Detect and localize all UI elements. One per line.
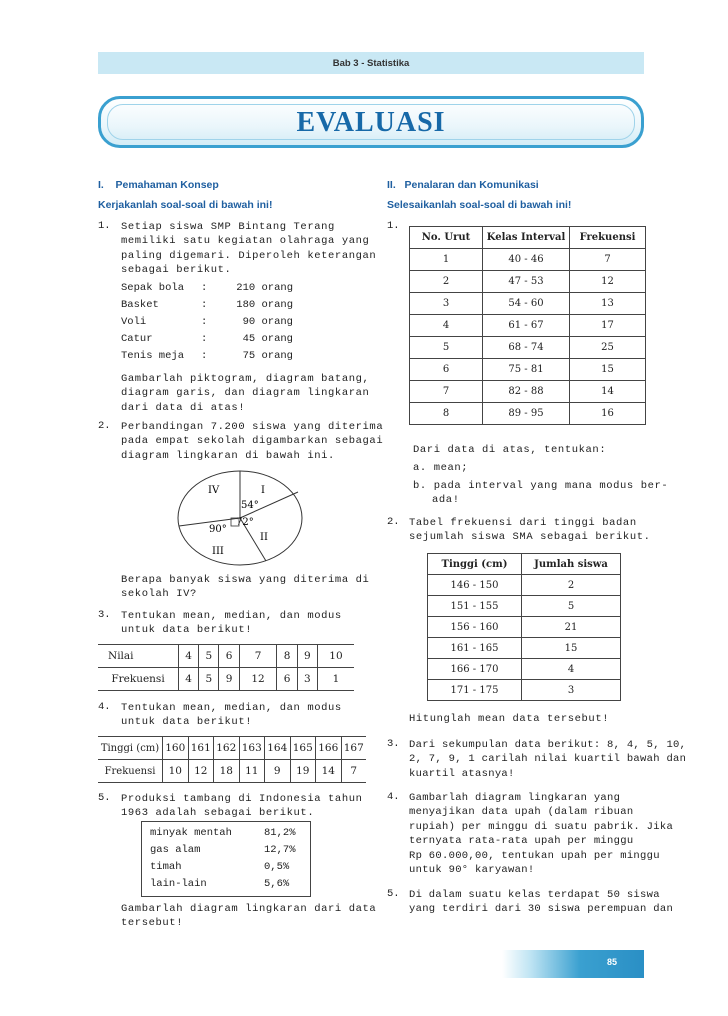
text-line: untuk data berikut! <box>121 716 253 729</box>
left-q4-text <box>121 701 342 730</box>
item-value: 5,6% <box>264 878 290 890</box>
table-cell: 167 <box>341 737 366 760</box>
list-item <box>121 316 293 328</box>
table-row <box>428 638 621 659</box>
interval-frequency-table <box>409 226 646 425</box>
item-name: Catur <box>121 333 153 345</box>
table-cell: 14 <box>316 760 342 783</box>
chapter-title: Bab 3 - Statistika <box>332 57 410 69</box>
right-q3-text <box>409 738 686 781</box>
table-header: Kelas Interval <box>483 227 570 249</box>
item-sep: : <box>201 333 208 345</box>
item-name: minyak mentah <box>150 827 232 839</box>
text-line: b. pada interval yang mana modus ber- <box>413 480 669 492</box>
table-cell: 166 - 170 <box>428 659 522 680</box>
text-line: diagram garis, dan diagram lingkaran <box>121 387 370 400</box>
table-cell: 146 - 150 <box>428 575 522 596</box>
chapter-header <box>98 52 644 74</box>
pie-angle-72: 72° <box>236 517 254 528</box>
table-cell: 14 <box>570 381 646 403</box>
pie-angle-90: 90° <box>209 524 227 535</box>
table-cell: 161 - 165 <box>428 638 522 659</box>
text-line: sekolah IV? <box>121 588 197 601</box>
left-section-title: I. Pemahaman Konsep <box>98 179 219 191</box>
table-row <box>428 659 621 680</box>
table-row <box>410 249 646 271</box>
list-item <box>150 859 310 876</box>
table-cell: 25 <box>570 337 646 359</box>
text-line: Berapa banyak siswa yang diterima di <box>121 574 370 586</box>
table-cell: 68 - 74 <box>483 337 570 359</box>
table-header: Tinggi (cm) <box>428 554 522 575</box>
table-cell: 9 <box>297 645 317 668</box>
table-row <box>410 403 646 425</box>
right-q2-after: Hitunglah mean data tersebut! <box>409 713 610 725</box>
item-name: lain-lain <box>150 878 207 890</box>
table-row <box>98 737 366 760</box>
text-line: dari data di atas! <box>121 401 246 414</box>
left-q3-number: 3. <box>98 609 111 621</box>
left-q5-number: 5. <box>98 792 111 804</box>
table-cell: 166 <box>316 737 342 760</box>
left-q2-text <box>121 420 383 463</box>
table-cell: 171 - 175 <box>428 680 522 701</box>
table-cell: 21 <box>522 617 621 638</box>
left-q2-number: 2. <box>98 420 111 432</box>
pie-angle-54: 54° <box>241 500 259 511</box>
table-cell: 2 <box>522 575 621 596</box>
text-line: pada empat sekolah digambarkan sebagai <box>121 435 384 448</box>
text-line: sebagai berikut. <box>121 264 232 277</box>
table-cell: Nilai <box>98 645 179 668</box>
table-cell: Tinggi (cm) <box>98 737 163 760</box>
table-cell: 10 <box>317 645 354 668</box>
pie-label-i: I <box>261 485 265 496</box>
table-row <box>428 554 621 575</box>
table-header: Frekuensi <box>570 227 646 249</box>
text-line: yang terdiri dari 30 siswa perempuan dan <box>409 903 674 916</box>
height-frequency-table <box>98 736 366 783</box>
page-number: 85 <box>606 957 617 967</box>
text-line: rupiah) per minggu di suatu pabrik. Jika <box>409 820 674 833</box>
table-cell: 7 <box>570 249 646 271</box>
right-instruction: Selesaikanlah soal-soal di bawah ini! <box>387 199 572 211</box>
right-q2-number: 2. <box>387 516 400 528</box>
table-cell: Frekuensi <box>98 668 179 691</box>
table-cell: 17 <box>570 315 646 337</box>
list-item <box>121 350 293 362</box>
left-q1-after <box>121 372 369 415</box>
text-line: 1963 adalah sebagai berikut. <box>121 807 315 820</box>
left-q2-after <box>121 573 369 602</box>
table-cell: 12 <box>188 760 214 783</box>
item-name: Voli <box>121 316 147 328</box>
item-value: 210 orang <box>236 282 293 294</box>
table-header: No. Urut <box>410 227 483 249</box>
table-cell: 12 <box>570 271 646 293</box>
table-cell: 9 <box>219 668 239 691</box>
table-row <box>410 337 646 359</box>
text-line: memiliki satu kegiatan olahraga yang <box>121 235 370 248</box>
list-item <box>150 842 310 859</box>
item-value: 45 orang <box>242 333 293 345</box>
text-line: menyajikan data upah (dalam ribuan <box>409 806 634 819</box>
table-cell: 161 <box>188 737 214 760</box>
right-q1-sub-a: a. mean; <box>413 462 469 474</box>
table-cell: 8 <box>277 645 297 668</box>
right-q5-number: 5. <box>387 888 400 900</box>
text-line: Perbandingan 7.200 siswa yang diterima <box>121 421 384 433</box>
table-cell: 4 <box>179 668 199 691</box>
table-cell: 5 <box>522 596 621 617</box>
banner-title: EVALUASI <box>296 107 446 138</box>
text-line: sejumlah siswa SMA sebagai berikut. <box>409 531 651 544</box>
pie-label-ii: II <box>260 532 268 543</box>
item-value: 180 orang <box>236 299 293 311</box>
height-students-table <box>427 553 621 701</box>
right-q5-text <box>409 888 673 917</box>
table-row <box>98 760 366 783</box>
table-cell: 1 <box>317 668 354 691</box>
table-cell: 2 <box>410 271 483 293</box>
item-sep: : <box>201 282 208 294</box>
text-line: untuk data berikut! <box>121 624 253 637</box>
table-cell: 15 <box>522 638 621 659</box>
table-cell: 12 <box>239 668 277 691</box>
table-cell: 3 <box>410 293 483 315</box>
text-line: Di dalam suatu kelas terdapat 50 siswa <box>409 889 660 901</box>
table-cell: 75 - 81 <box>483 359 570 381</box>
text-line: Tabel frekuensi dari tinggi badan <box>409 517 637 529</box>
table-cell: 3 <box>522 680 621 701</box>
value-frequency-table <box>98 644 354 691</box>
table-cell: 18 <box>214 760 240 783</box>
list-item <box>121 333 293 345</box>
table-cell: 4 <box>522 659 621 680</box>
table-cell: 6 <box>219 645 239 668</box>
table-cell: 7 <box>410 381 483 403</box>
right-q1-number: 1. <box>387 220 400 232</box>
item-name: Sepak bola <box>121 282 185 294</box>
table-cell: 162 <box>214 737 240 760</box>
right-section-title: II. Penalaran dan Komunikasi <box>387 179 539 191</box>
list-item <box>150 876 310 893</box>
table-cell: 7 <box>341 760 366 783</box>
text-line: Gambarlah diagram lingkaran dari data <box>121 903 377 915</box>
list-item <box>121 282 293 294</box>
table-cell: 15 <box>570 359 646 381</box>
item-sep: : <box>201 316 208 328</box>
table-cell: 4 <box>179 645 199 668</box>
table-cell: 10 <box>163 760 189 783</box>
table-row <box>428 680 621 701</box>
right-q3-number: 3. <box>387 738 400 750</box>
left-q1-number: 1. <box>98 220 111 232</box>
table-cell: 82 - 88 <box>483 381 570 403</box>
item-sep: : <box>201 299 208 311</box>
left-q1-text <box>121 220 376 278</box>
text-line: Rp 60.000,00, tentukan upah per minggu <box>409 849 660 862</box>
table-row <box>98 645 354 668</box>
text-line: kuartil atasnya! <box>409 767 515 780</box>
table-cell: 9 <box>265 760 291 783</box>
table-cell: 165 <box>290 737 316 760</box>
table-cell: 54 - 60 <box>483 293 570 315</box>
table-cell: 16 <box>570 403 646 425</box>
text-line: Dari sekumpulan data berikut: 8, 4, 5, 10, <box>409 739 687 751</box>
text-line: untuk 90° karyawan! <box>409 864 535 877</box>
right-q4-text <box>409 791 673 877</box>
item-value: 90 orang <box>242 316 293 328</box>
table-cell: 1 <box>410 249 483 271</box>
table-cell: 3 <box>297 668 317 691</box>
production-box <box>141 821 311 897</box>
table-cell: 5 <box>199 668 219 691</box>
text-line: 2, 7, 9, 1 carilah nilai kuartil bawah dan <box>409 753 687 766</box>
table-cell: 4 <box>410 315 483 337</box>
right-q1-sub-b <box>413 479 668 508</box>
table-row <box>410 359 646 381</box>
pie-label-iii: III <box>212 546 224 557</box>
table-cell: 5 <box>410 337 483 359</box>
text-line: Tentukan mean, median, dan modus <box>121 610 342 622</box>
pie-diagram <box>170 468 320 568</box>
table-cell: 163 <box>239 737 265 760</box>
table-cell: Frekuensi <box>98 760 163 783</box>
table-cell: 156 - 160 <box>428 617 522 638</box>
text-line: ada! <box>432 494 460 507</box>
item-value: 0,5% <box>264 861 290 873</box>
left-instruction: Kerjakanlah soal-soal di bawah ini! <box>98 199 273 211</box>
text-line: tersebut! <box>121 917 184 930</box>
text-line: ternyata rata-rata upah per minggu <box>409 835 634 848</box>
table-row <box>410 381 646 403</box>
table-row <box>98 668 354 691</box>
table-row <box>410 227 646 249</box>
table-row <box>410 315 646 337</box>
text-line: Gambarlah piktogram, diagram batang, <box>121 373 370 385</box>
table-cell: 13 <box>570 293 646 315</box>
table-row <box>410 293 646 315</box>
table-cell: 151 - 155 <box>428 596 522 617</box>
right-q2-text <box>409 516 651 545</box>
list-item <box>121 299 293 311</box>
table-cell: 6 <box>277 668 297 691</box>
text-line: Setiap siswa SMP Bintang Terang <box>121 221 335 233</box>
table-cell: 11 <box>239 760 265 783</box>
left-q5-after <box>121 902 376 931</box>
item-name: gas alam <box>150 844 201 856</box>
table-cell: 40 - 46 <box>483 249 570 271</box>
table-header: Jumlah siswa <box>522 554 621 575</box>
text-line: Produksi tambang di Indonesia tahun <box>121 793 363 805</box>
left-q5-text <box>121 792 363 821</box>
pie-label-iv: IV <box>208 485 220 496</box>
text-line: Tentukan mean, median, dan modus <box>121 702 342 714</box>
table-cell: 19 <box>290 760 316 783</box>
left-q4-number: 4. <box>98 701 111 713</box>
item-name: Basket <box>121 299 159 311</box>
table-cell: 47 - 53 <box>483 271 570 293</box>
table-cell: 6 <box>410 359 483 381</box>
right-q1-intro: Dari data di atas, tentukan: <box>413 444 607 456</box>
text-line: paling digemari. Diperoleh keterangan <box>121 249 377 262</box>
table-cell: 89 - 95 <box>483 403 570 425</box>
item-name: timah <box>150 861 182 873</box>
evaluation-banner <box>98 96 644 148</box>
item-name: Tenis meja <box>121 350 185 362</box>
left-q3-text <box>121 609 342 638</box>
table-cell: 8 <box>410 403 483 425</box>
item-sep: : <box>201 350 208 362</box>
list-item <box>150 825 310 842</box>
table-cell: 5 <box>199 645 219 668</box>
item-value: 12,7% <box>264 844 296 856</box>
table-row <box>428 596 621 617</box>
table-cell: 164 <box>265 737 291 760</box>
table-row <box>428 575 621 596</box>
table-cell: 7 <box>239 645 277 668</box>
table-cell: 160 <box>163 737 189 760</box>
right-q4-number: 4. <box>387 791 400 803</box>
item-value: 75 orang <box>242 350 293 362</box>
text-line: diagram lingkaran di bawah ini. <box>121 449 335 462</box>
item-value: 81,2% <box>264 827 296 839</box>
table-cell: 61 - 67 <box>483 315 570 337</box>
table-row <box>410 271 646 293</box>
text-line: Gambarlah diagram lingkaran yang <box>409 792 621 804</box>
table-row <box>428 617 621 638</box>
